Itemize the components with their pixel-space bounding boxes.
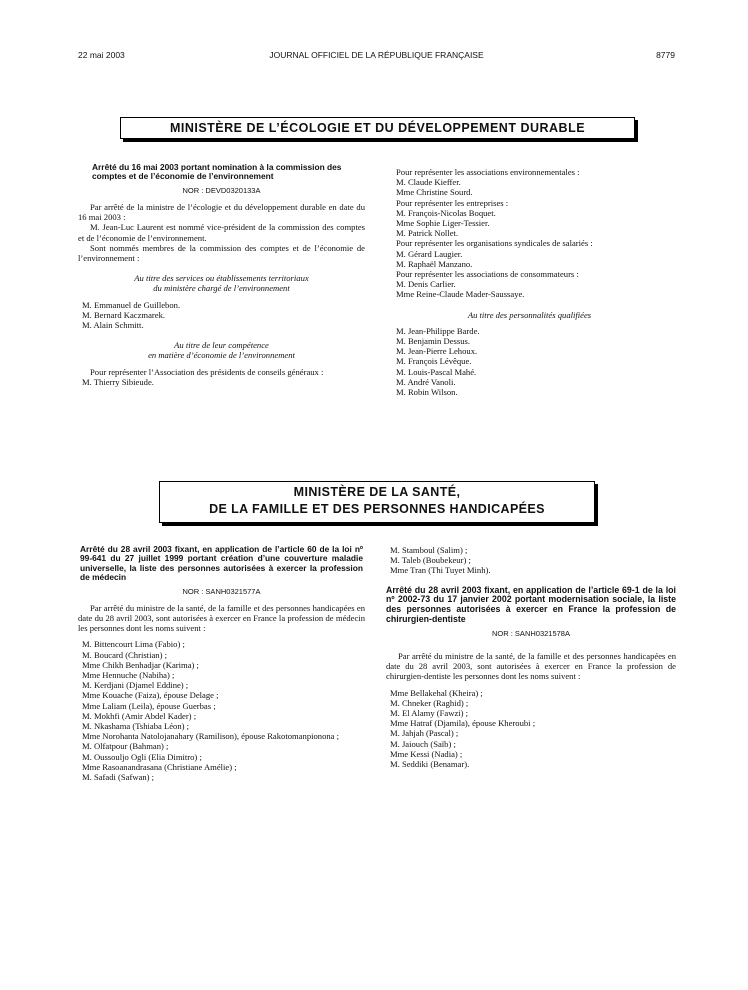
ecology-para-2: M. Jean-Luc Laurent est nommé vice-président de la commission des comptes et de l’économie de l’environnement. (78, 222, 365, 243)
ecology-member: M. Thierry Sibieude. (82, 376, 154, 387)
health-person: M. Seddiki (Benamar). (390, 759, 470, 770)
health-person: M. Kerdjani (Djamel Eddine) ; (82, 680, 189, 691)
header-journal: JOURNAL OFFICIEL DE LA RÉPUBLIQUE FRANÇAISE (269, 50, 484, 60)
ecology-heading-qualified: Au titre des personnalités qualifiées (467, 309, 592, 320)
health-person: M. Boucard (Christian) ; (82, 649, 167, 660)
health-person: M. Taleb (Boubekeur) ; (390, 555, 471, 566)
health-person: Mme Chikh Benhadjar (Karima) ; (82, 659, 199, 670)
ecology-member: M. François Lévêque. (396, 356, 472, 367)
ministry-health-heading (159, 481, 595, 523)
ecology-left-column (78, 163, 365, 387)
ecology-right-line: M. Patrick Nollet. (396, 228, 459, 239)
health-person: M. Jaiouch (Saïb) ; (390, 738, 456, 749)
health-person: M. Jahjah (Pascal) ; (390, 728, 459, 739)
ecology-member: M. Jean-Pierre Lehoux. (396, 346, 478, 357)
ecology-heading-services-b: du ministère chargé de l’environnement (153, 283, 290, 294)
ecology-right-line: M. Gérard Laugier. (396, 248, 463, 259)
health-person: Mme Kouache (Faiza), épouse Delage ; (82, 690, 219, 701)
health-person: Mme Hennuche (Nabiha) ; (82, 670, 175, 681)
ministry-health-title-line-1: MINISTÈRE DE LA SANTÉ, (293, 485, 461, 499)
health-person: Mme Tran (Thi Tuyet Minh). (390, 565, 491, 576)
header-page-number: 8779 (656, 50, 675, 60)
ecology-para-1: Par arrêté de la ministre de l’écologie et du développement durable en date du 16 mai 2003 : (78, 202, 365, 223)
health-person: Mme Rasoanandrasana (Christiane Amélie) ; (82, 761, 237, 772)
page-header (78, 50, 675, 64)
ecology-right-line: Pour représenter les associations environnementales : (396, 167, 580, 177)
health-person: M. Chneker (Raghid) ; (390, 697, 469, 708)
health-decree-2-para: Par arrêté du ministre de la santé, de la famille et des personnes handicapées en date du 28 avril 2003, sont autorisées à exercer en France la profession de chirurgien-dentiste les personnes dont les noms suivent : (386, 651, 676, 682)
health-person: Mme Hatraf (Djamila), épouse Kheroubi ; (390, 718, 536, 729)
health-person: Mme Laliam (Leila), épouse Guerbas ; (82, 700, 216, 711)
ecology-member: M. André Vanoli. (396, 376, 456, 387)
ecology-member: M. Emmanuel de Guillebon. (82, 299, 181, 310)
health-person: M. Safadi (Safwan) ; (82, 772, 155, 783)
health-decree-1-nor: NOR : SANH0321577A (182, 586, 261, 596)
ministry-ecology-heading (120, 117, 635, 139)
health-person: M. El Alamy (Fawzi) ; (390, 708, 469, 719)
ecology-heading-competence-a: Au titre de leur compétence (174, 340, 269, 351)
ecology-nor: NOR : DEVD0320133A (182, 185, 261, 195)
ecology-right-line: Mme Christine Sourd. (396, 187, 473, 198)
ecology-member: M. Robin Wilson. (396, 387, 458, 398)
health-decree-2-title: Arrêté du 28 avril 2003 fixant, en application de l’article 69-1 de la loi nº 2002-73 du 17 janvier 2002 portant modernisation sociale, la liste des personnes autorisées à exercer en France la profession de chirurgien-dentiste (386, 584, 676, 624)
ecology-heading-competence-b: en matière d’économie de l’environnement (148, 350, 295, 361)
ecology-heading-services-a: Au titre des services ou établissements territoriaux (134, 273, 309, 284)
health-person: M. Oussouljo Ogli (Elia Dimitro) ; (82, 751, 202, 762)
ecology-right-line: M. Denis Carlier. (396, 279, 456, 290)
health-decree-1-title: Arrêté du 28 avril 2003 fixant, en application de l’article 60 de la loi nº 99-641 du 27 juillet 1999 portant création d’une couverture maladie universelle, la liste des personnes autorisées à exercer la profession de médecin (80, 544, 363, 583)
ecology-right-line: M. Raphaël Manzano. (396, 258, 473, 269)
ecology-right-line: Pour représenter les entreprises : (396, 197, 509, 208)
health-right-column (386, 545, 676, 769)
health-person: M. Mokhfi (Amir Abdel Kader) ; (82, 710, 197, 721)
health-person: M. Olfatpour (Bahman) ; (82, 741, 169, 752)
ecology-para-3: Sont nommés membres de la commission des comptes et de l’économie de l’environnement : (78, 242, 365, 264)
health-person: M. Stamboul (Salim) ; (390, 545, 468, 555)
ecology-decree-title: Arrêté du 16 mai 2003 portant nomination à la commission des comptes et de l’économie de l’environnement (92, 162, 342, 182)
ecology-right-line: Mme Reine-Claude Mader-Saussaye. (396, 289, 525, 300)
ecology-member: M. Bernard Kaczmarek. (82, 309, 166, 320)
ecology-right-line: Mme Sophie Liger-Tessier. (396, 218, 490, 229)
header-date: 22 mai 2003 (78, 50, 125, 60)
ecology-member: M. Alain Schmitt. (82, 320, 144, 331)
ecology-right-line: Pour représenter les associations de consommateurs : (396, 269, 579, 280)
health-person: M. Bittencourt Lima (Fabio) ; (82, 639, 185, 650)
ecology-member: M. Louis-Pascal Mahé. (396, 366, 477, 377)
health-left-column (78, 545, 365, 782)
ecology-member: M. Benjamin Dessus. (396, 336, 470, 347)
health-person: Mme Norohanta Natolojanahary (Ramilison), épouse Rakotomanpionona ; (82, 731, 340, 742)
health-decree-2-nor: NOR : SANH0321578A (492, 628, 570, 638)
health-person: Mme Bellakehal (Kheira) ; (390, 687, 483, 698)
ecology-para-4: Pour représenter l’Association des présidents de conseils généraux : (90, 366, 324, 377)
ecology-right-line: Pour représenter les organisations syndicales de salariés : (396, 238, 593, 249)
health-person: Mme Kessi (Nadia) ; (390, 748, 463, 759)
ecology-right-line: M. François-Nicolas Boquet. (396, 207, 496, 218)
ecology-right-column (386, 167, 673, 397)
ministry-ecology-title: MINISTÈRE DE L’ÉCOLOGIE ET DU DÉVELOPPEMENT DURABLE (169, 121, 586, 135)
ecology-right-line: M. Claude Kieffer. (396, 177, 461, 188)
health-person: M. Nkashama (Tshiaba Léon) ; (82, 721, 190, 732)
ecology-member: M. Jean-Philippe Barde. (396, 325, 480, 336)
ministry-health-title-line-2: DE LA FAMILLE ET DES PERSONNES HANDICAPÉES (209, 502, 545, 516)
health-decree-1-para: Par arrêté du ministre de la santé, de la famille et des personnes handicapées en date du 28 avril 2003, sont autorisées à exercer en France la profession de médecin les personnes dont les noms suivent : (78, 602, 365, 634)
